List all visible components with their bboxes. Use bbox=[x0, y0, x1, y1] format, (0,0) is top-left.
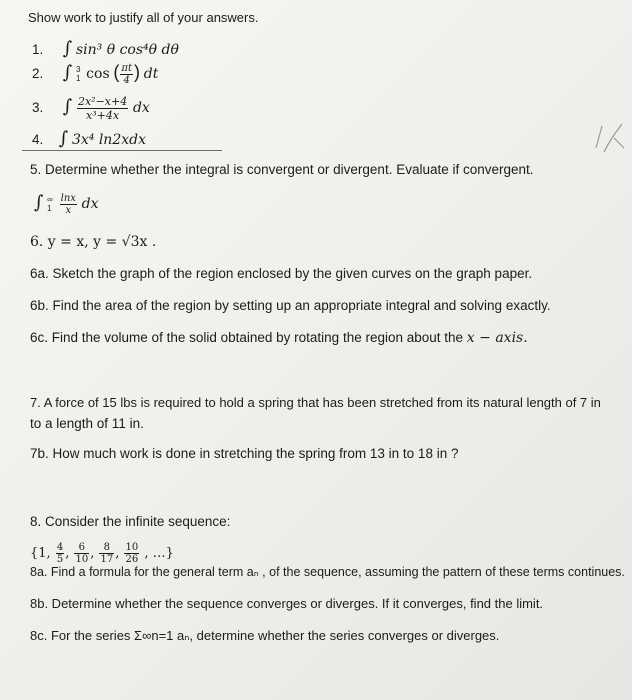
integral-sign-icon: ∫ bbox=[58, 128, 69, 149]
problem-3-differential: dx bbox=[132, 100, 150, 117]
problem-1-expr: sin³ θ cos⁴θ dθ bbox=[75, 42, 179, 58]
problem-2-limits bbox=[76, 65, 80, 83]
fraction-denominator: x³+4x bbox=[86, 109, 120, 122]
fraction-denominator: x bbox=[65, 204, 72, 216]
divider-line bbox=[22, 150, 222, 151]
sequence-term bbox=[124, 542, 139, 565]
problem-6-curves: 6. y = x, y = √3x . bbox=[30, 234, 157, 250]
fraction-numerator: lnx bbox=[60, 192, 76, 204]
fraction-denominator: 4 bbox=[123, 74, 130, 86]
problem-6a: 6a. Sketch the graph of the region enclosed by the given curves on the graph paper. bbox=[30, 266, 533, 281]
problem-8-sequence: {1, $\frac{4}{5}$ , $\frac{6}{10}$ , $\frac{8}{17}$ , $\frac{10}{26}$ , …} bbox=[30, 542, 174, 565]
sequence-term bbox=[74, 542, 89, 565]
instruction-text: Show work to justify all of your answers. bbox=[28, 10, 259, 25]
problem-6c-text: 6c. Find the volume of the solid obtained by rotating the region about the bbox=[30, 330, 467, 345]
problem-8c: 8c. For the series Σ∞n=1 aₙ, determine whether the series converges or diverges. bbox=[30, 628, 500, 643]
integral-sign-icon: ∫ bbox=[62, 62, 73, 83]
fraction-numerator: πt bbox=[121, 62, 132, 74]
problem-5-differential: dx bbox=[81, 196, 99, 212]
integral-sign-icon: ∫ bbox=[62, 96, 73, 118]
term-denominator: 26 bbox=[125, 554, 139, 565]
problem-5-prompt: 5. Determine whether the integral is convergent or divergent. Evaluate if convergent. bbox=[30, 162, 534, 177]
integral-sign-icon: ∫ bbox=[62, 38, 73, 59]
problem-5-integral bbox=[34, 192, 99, 216]
problem-3-number: 3. bbox=[32, 100, 44, 116]
problem-2: 2. ∫ 3 1 cos ( $\frac{\pi t}{4}$ ) dt bbox=[32, 62, 159, 86]
problem-3-fraction bbox=[77, 95, 128, 122]
problem-4-expr: 3x⁴ ln2xdx bbox=[71, 132, 146, 148]
problem-4-number: 4. bbox=[32, 132, 44, 147]
term-numerator: 4 bbox=[56, 542, 64, 553]
sequence-open: {1, bbox=[30, 546, 51, 561]
term-denominator: 17 bbox=[100, 554, 114, 565]
problem-6c bbox=[30, 330, 528, 346]
term-numerator: 8 bbox=[99, 542, 114, 554]
cos-function: cos bbox=[86, 66, 110, 82]
problem-6b: 6b. Find the area of the region by setting up an appropriate integral and solving exactly. bbox=[30, 298, 551, 313]
sequence-term bbox=[99, 542, 114, 565]
problem-6c-axis: x − axis. bbox=[466, 330, 528, 346]
term-numerator: 10 bbox=[125, 542, 139, 553]
problem-7-line1: 7. A force of 15 lbs is required to hold a spring that has been stretched from its natural length of 7 in bbox=[30, 395, 601, 410]
problem-1 bbox=[32, 38, 179, 59]
sequence-term bbox=[56, 542, 64, 565]
term-denominator: 5 bbox=[56, 554, 64, 565]
problem-4 bbox=[32, 128, 146, 149]
problem-3 bbox=[32, 95, 150, 122]
upper-limit: 3 bbox=[75, 65, 81, 75]
problem-2-differential: dt bbox=[143, 66, 159, 82]
term-numerator: 6 bbox=[74, 542, 89, 554]
problem-8a: 8a. Find a formula for the general term aₙ , of the sequence, assuming the pattern of these terms continues. bbox=[30, 565, 625, 579]
problem-2-number: 2. bbox=[32, 66, 44, 81]
problem-2-fraction bbox=[120, 63, 133, 86]
problem-7b: 7b. How much work is done in stretching the spring from 13 in to 18 in ? bbox=[30, 446, 459, 461]
problem-5-limits bbox=[47, 195, 53, 213]
term-denominator: 10 bbox=[75, 554, 89, 565]
problem-1-number: 1. bbox=[32, 42, 44, 57]
problem-5-fraction bbox=[60, 193, 77, 216]
lower-limit: 1 bbox=[47, 204, 52, 214]
lower-limit: 1 bbox=[75, 74, 81, 84]
problem-8b: 8b. Determine whether the sequence converges or diverges. If it converges, find the limit. bbox=[30, 596, 544, 611]
upper-limit: ∞ bbox=[47, 195, 53, 205]
fraction-numerator: 2x²−x+4 bbox=[77, 95, 128, 108]
problem-7-line2: to a length of 11 in. bbox=[30, 416, 144, 431]
sequence-close: , …} bbox=[144, 546, 174, 561]
handwritten-mark-icon bbox=[592, 118, 628, 158]
problem-8-intro: 8. Consider the infinite sequence: bbox=[30, 514, 231, 529]
integral-sign-icon: ∫ bbox=[34, 192, 44, 213]
